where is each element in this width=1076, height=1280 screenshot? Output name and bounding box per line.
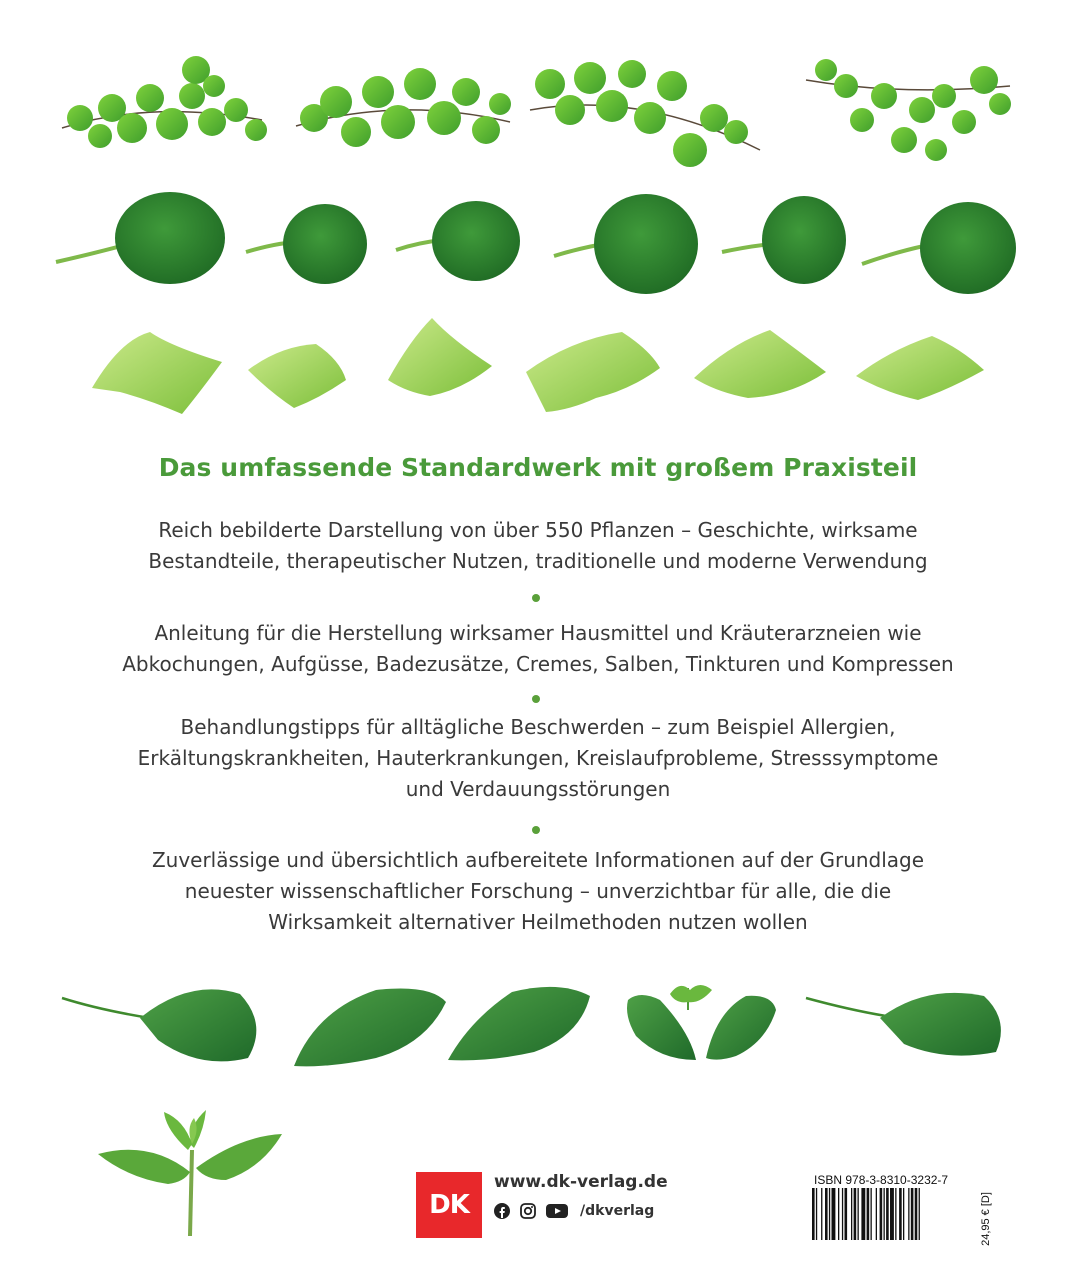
barcode-bar <box>903 1188 904 1240</box>
barcode-bar <box>851 1188 852 1240</box>
nasturtium-leaf <box>246 204 367 284</box>
barcode-bar <box>899 1188 902 1240</box>
barcode-bar <box>812 1188 815 1240</box>
celery-leaf <box>856 336 984 400</box>
barcode-bar <box>838 1188 839 1240</box>
barcode-bar <box>890 1188 894 1240</box>
barcode-bar <box>908 1188 909 1240</box>
bullet-dot <box>532 594 540 602</box>
barcode-bar <box>911 1188 914 1240</box>
celery-leaf <box>92 332 222 414</box>
barcode-bar <box>861 1188 865 1240</box>
barcode-bar <box>886 1188 889 1240</box>
barcode-bar <box>876 1188 877 1240</box>
basil-leaf <box>448 987 590 1060</box>
isbn-text: ISBN 978-3-8310-3232-7 <box>814 1173 949 1187</box>
feature-paragraph: Zuverlässige und übersichtlich aufbereitete Informationen auf der Grundlage neuester wissenschaftlicher Forschung – unverzichtbar für alle, die die Wirksamkeit alternativer Heilmethoden nutzen wollen <box>151 848 925 934</box>
basil-leaf <box>806 993 1001 1056</box>
barcode <box>812 1188 970 1240</box>
barcode-bar <box>825 1188 828 1240</box>
dk-logo: DK <box>416 1172 482 1238</box>
fern-frond <box>530 60 760 167</box>
celery-leaf <box>388 318 492 396</box>
barcode-bar <box>854 1188 857 1240</box>
bullet-dot <box>532 695 540 703</box>
barcode-bar <box>821 1188 822 1240</box>
barcode-bar <box>842 1188 843 1240</box>
youtube-icon[interactable] <box>546 1203 568 1219</box>
barcode-bar <box>919 1188 920 1240</box>
barcode-bar <box>816 1188 817 1240</box>
barcode-bar <box>845 1188 848 1240</box>
barcode-bar <box>915 1188 918 1240</box>
barcode-bar <box>884 1188 885 1240</box>
barcode-bar <box>832 1188 836 1240</box>
nasturtium-leaf <box>554 194 698 294</box>
nasturtium-leaf <box>722 196 846 284</box>
nasturtium-leaf <box>396 201 520 281</box>
basil-sprig <box>627 985 776 1060</box>
basil-leaf <box>294 989 446 1067</box>
barcode-bar <box>867 1188 870 1240</box>
bullet-dot <box>532 826 540 834</box>
celery-leaf <box>526 332 660 412</box>
fern-frond <box>296 68 511 147</box>
facebook-icon[interactable] <box>494 1203 510 1219</box>
social-handle[interactable]: /dkverlag <box>580 1203 655 1219</box>
barcode-bar <box>871 1188 872 1240</box>
fern-frond <box>62 56 267 148</box>
basil-leaf <box>62 989 256 1061</box>
barcode-bar <box>895 1188 896 1240</box>
fern-frond <box>806 59 1011 161</box>
barcode-bar <box>858 1188 859 1240</box>
publisher-url[interactable]: www.dk-verlag.de <box>494 1172 668 1192</box>
barcode-bar <box>880 1188 883 1240</box>
feature-paragraph: Reich bebilderte Darstellung von über 550 Pflanzen – Geschichte, wirksame Bestandteile, therapeutischer Nutzen, traditionelle und moderne Verwendung <box>148 518 928 573</box>
feature-paragraph: Behandlungstipps für alltägliche Beschwerden – zum Beispiel Allergien, Erkältungskrankheiten, Hauterkrankungen, Kreislaufprobleme, Stresssymptome und Verdauungsstörungen <box>137 715 939 801</box>
celery-leaf <box>248 344 346 408</box>
nasturtium-leaf <box>862 202 1016 294</box>
instagram-icon[interactable] <box>520 1203 536 1219</box>
headline: Das umfassende Standardwerk mit großem Praxisteil <box>158 453 918 482</box>
barcode-bar <box>829 1188 830 1240</box>
nasturtium-leaf <box>56 192 225 284</box>
mint-sprig <box>98 1110 282 1236</box>
price-label: 24,95 € [D] <box>980 1192 992 1246</box>
feature-paragraph: Anleitung für die Herstellung wirksamer Hausmittel und Kräuterarzneien wie Abkochungen, Aufgüsse, Badezusätze, Cremes, Salben, Tinkturen und Kompressen <box>122 621 954 676</box>
celery-leaf <box>694 330 826 398</box>
